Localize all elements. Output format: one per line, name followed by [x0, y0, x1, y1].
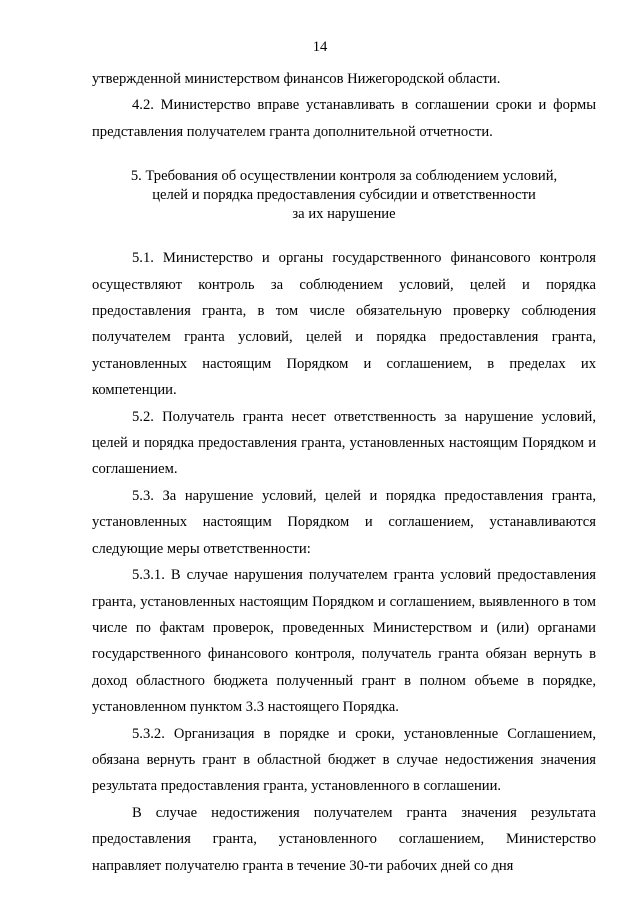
paragraph-5-3: 5.3. За нарушение условий, целей и порядка предоставления гранта, установленных настоящим Порядком и соглашением, устанавливаются следующие меры ответственности: [92, 487, 596, 557]
document-body [92, 66, 596, 879]
paragraph-4-2: 4.2. Министерство вправе устанавливать в соглашении сроки и формы представления получателем гранта дополнительной отчетности. [92, 97, 596, 140]
paragraph-final: В случае недостижения получателем гранта значения результата предоставления гранта, установленного соглашением, Министерство направляет получателю гранта в течение 30-ти рабочих дней со дня [92, 804, 596, 874]
section-heading-line: за их нарушение [292, 206, 396, 223]
section-heading-line: 5. Требования об осуществлении контроля за соблюдением условий, [130, 168, 558, 185]
section-heading [92, 167, 596, 224]
section-heading-line: целей и порядка предоставления субсидии и ответственности [152, 187, 536, 204]
paragraph-continuation: утвержденной министерством финансов Нижегородской области. [92, 71, 501, 87]
paragraph-5-3-1: 5.3.1. В случае нарушения получателем гранта условий предоставления гранта, установленных настоящим Порядком и соглашением, выявленного в том числе по фактам проверок, проведенных Министерством и (или) органами государственного финансового контроля, получатель гранта обязан вернуть в доход областного бюджета полученный грант в полном объеме в порядке, установленном пунктом 3.3 настоящего Порядка. [92, 567, 596, 716]
page-number: 14 [312, 39, 328, 55]
paragraph-5-1: 5.1. Министерство и органы государственного финансового контроля осуществляют контроль за соблюдением условий, целей и порядка предоставления гранта, в том числе обязательную проверку соблюдения получателем гранта условий, целей и порядка предоставления гранта, установленных настоящим Порядком и соглашением, в пределах их компетенции. [92, 250, 596, 399]
paragraph-5-3-2: 5.3.2. Организация в порядке и сроки, установленные Соглашением, обязана вернуть грант в областной бюджет в случае недостижения значения результата предоставления гранта, установленного в соглашении. [92, 725, 596, 795]
paragraph-5-2: 5.2. Получатель гранта несет ответственность за нарушение условий, целей и порядка предоставления гранта, установленных настоящим Порядком и соглашением. [92, 408, 596, 478]
